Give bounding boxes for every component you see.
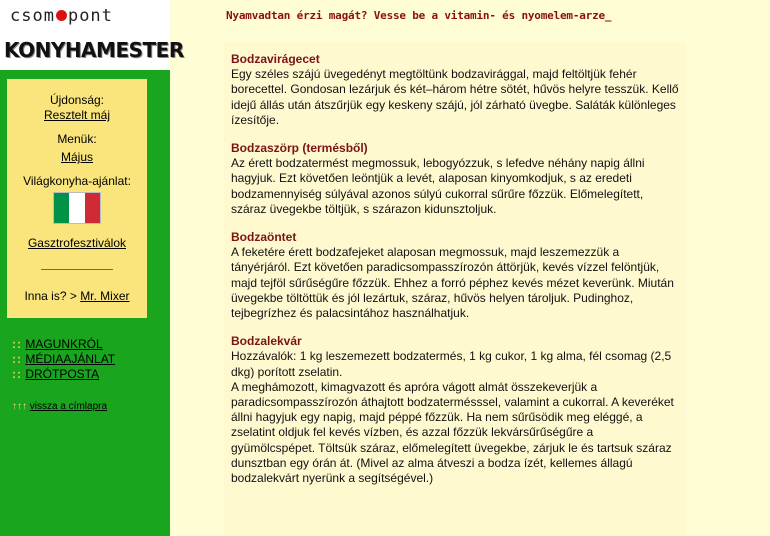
recipe-body: Egy széles szájú üvegedényt megtöltünk bodzavirággal, majd feltöltjük fehér borecettel. Gondosan lezárjuk és két–három hétre sötét, hűvös helyre tesszük. Kellő idejű állás után átszűrjük egy keskeny szájú, jól zárható üvegbe. Saláták különleges ízesítője. xyxy=(231,67,679,127)
left-sidebar xyxy=(0,0,184,536)
site-name-right: pont xyxy=(67,6,113,26)
recipe-block xyxy=(231,141,679,217)
recipe-title: Bodzalekvár xyxy=(231,334,302,349)
recipe-title: Bodzaszörp (termésből) xyxy=(231,141,368,156)
site-name-left: csom xyxy=(10,6,55,26)
recipe-body: A feketére érett bodzafejeket alaposan megmossuk, majd leszemezzük a tányérjáról. Ezt követően paradicsompasszírozón áttörjük, kevés vízzel felöntjük, majd tejföl sűrűségűre főzzük. Ehhez a forró péphez kevés mézet keverünk. Miután üvegekbe töltöttük és jól lezártuk, száraz, hűvös helyen tároljuk. Pudinghoz, tejbegrízhez és palacsintához használhatjuk. xyxy=(231,245,674,321)
up-arrows-icon: ↑↑↑ xyxy=(12,401,27,412)
recipe-block xyxy=(231,230,679,321)
flag-stripe-red xyxy=(85,193,100,223)
mixer-link[interactable]: Mr. Mixer xyxy=(80,289,130,303)
site-logo[interactable] xyxy=(10,6,113,26)
nav-item-mail xyxy=(12,367,115,382)
nav-marker-icon: :: xyxy=(12,337,22,351)
brand-title: KONYHAMESTER xyxy=(4,38,184,62)
drink-label: Inna is? > xyxy=(24,289,77,303)
recipe-title: Bodzavirágecet xyxy=(231,52,320,66)
back-to-home xyxy=(12,401,107,412)
recipe-block xyxy=(231,334,679,486)
side-navigation xyxy=(12,337,115,382)
menu-link[interactable]: Május xyxy=(60,150,93,164)
recipe-ingredients: Hozzávalók: 1 kg leszemezett bodzatermés, 1 kg cukor, 1 kg alma, fél csomag (2,5 dkg) porított zselatin. xyxy=(231,349,672,379)
panel-divider xyxy=(41,269,113,270)
nav-link-about[interactable]: MAGUNKRÓL xyxy=(25,337,103,351)
recipe-body: Az érett bodzatermést megmossuk, lebogyózzuk, s lefedve néhány napig állni hagyjuk. Ezt követően leöntjük a levét, alaposan kinyomkodjuk, s az eredeti bodzamennyiség súlyával azonos súlyú cukorral sűrűre főzzük. Előmelegített, száraz üvegekbe töltjük, s szárazon kidunsztoljuk. xyxy=(231,156,645,216)
festival-link[interactable]: Gasztrofesztiválok xyxy=(27,236,127,250)
feature-panel xyxy=(7,79,147,318)
logo-dot-icon xyxy=(56,10,67,21)
recipe-body: A meghámozott, kimagvazott és apróra vágott almát összekeverjük a paradicsompasszírozón áthajtott bodzatermésssel, valamint a cukorral. A keveréket állni hagyjuk egy napig, majd péppé főzzük. Ha nem sűrűsödik meg eléggé, a zselatint oldjuk fel kevés vízben, és azzal főzzük lekvársűrűségűre a gyümölcspépet. Töltsük száraz, előmelegített üvegekbe, zárjuk le és tartsuk száraz dunsztban egy órán át. (Mivel az alma átveszi a bodza ízét, kellemes állagú bodzalekvárt nyerünk a segítségével.) xyxy=(231,379,674,486)
nav-item-media xyxy=(12,352,115,367)
flag-stripe-green xyxy=(54,193,69,223)
nav-marker-icon: :: xyxy=(12,367,22,381)
italian-flag-icon[interactable] xyxy=(53,192,101,224)
recipe-title: Bodzaöntet xyxy=(231,230,297,245)
nav-marker-icon: :: xyxy=(12,352,22,366)
nav-item-about xyxy=(12,337,115,352)
recipe-block xyxy=(231,52,679,128)
back-home-link[interactable]: vissza a címlapra xyxy=(29,401,108,412)
recipe-content xyxy=(224,42,685,536)
header-slogan: Nyamvadtan érzi magát? Vesse be a vitamin- és nyomelem-arze_ xyxy=(226,9,612,22)
new-label: Újdonság: xyxy=(49,93,105,107)
flag-stripe-white xyxy=(69,193,84,223)
menu-label: Menük: xyxy=(57,132,97,146)
new-recipe-link[interactable]: Resztelt máj xyxy=(43,108,111,122)
nav-link-mail[interactable]: DRÓTPOSTA xyxy=(25,367,100,381)
logo-area[interactable] xyxy=(0,0,184,70)
nav-link-media[interactable]: MÉDIAAJÁNLAT xyxy=(25,352,116,366)
world-cuisine-label: Világkonyha-ajánlat: xyxy=(23,174,131,188)
